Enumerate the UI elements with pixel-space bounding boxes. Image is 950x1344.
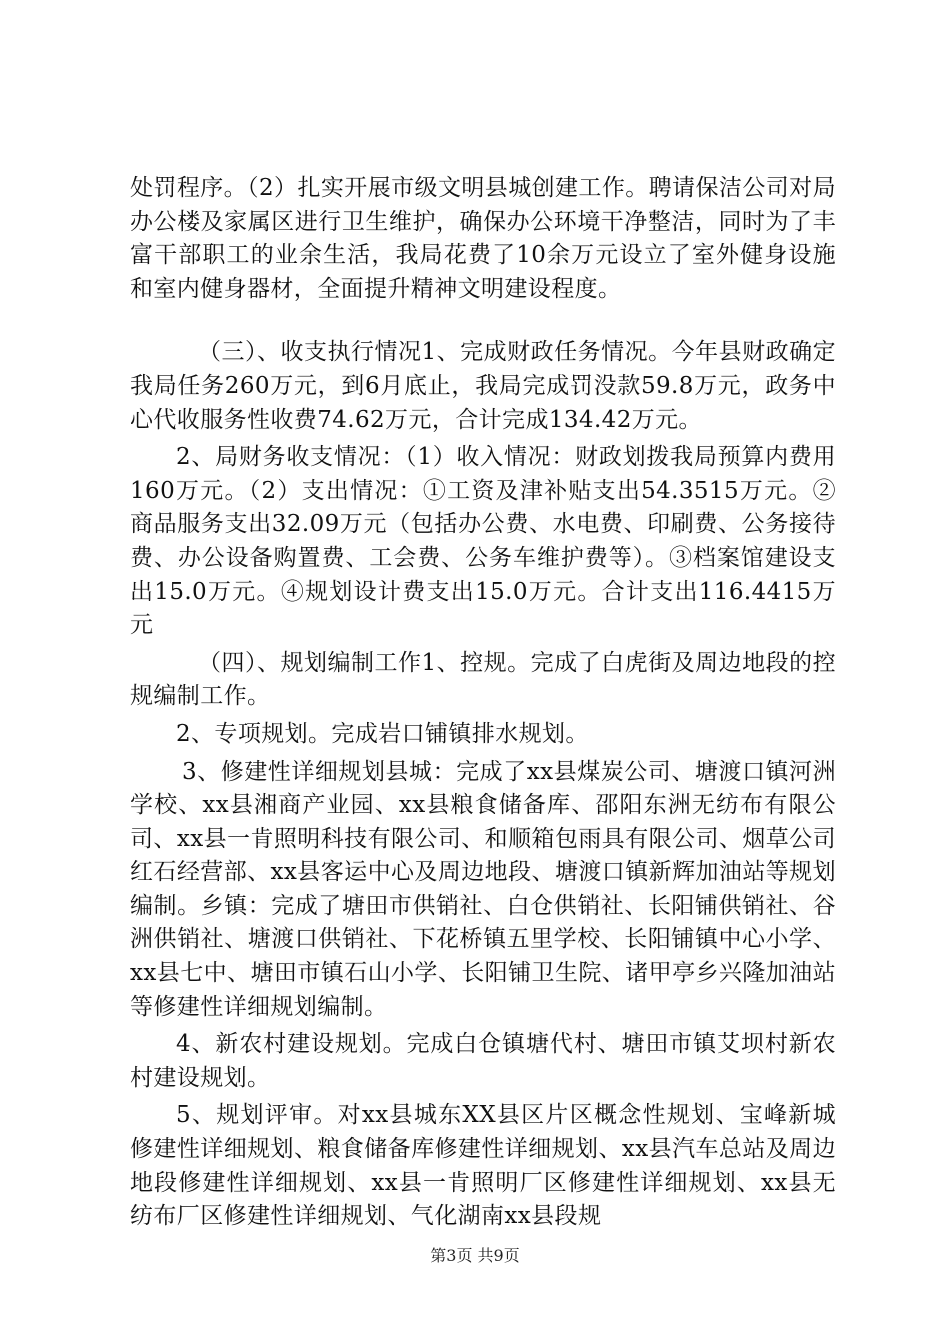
paragraph-planning-control: （四）、规划编制工作1、控规。完成了白虎街及周边地段的控规编制工作。 [130,649,836,710]
document-body [130,172,836,1234]
paragraph-revenue-execution: （三）、收支执行情况1、完成财政任务情况。今年县财政确定我局任务260万元，到6月底止，我局完成罚没款59.8万元，政务中心代收服务性收费74.62万元，合计完成134.42万元。 [130,339,836,433]
paragraph-planning-review: 5、规划评审。对xx县城东XX县区片区概念性规划、宝峰新城修建性详细规划、粮食储备库修建性详细规划、xx县汽车总站及周边地段修建性详细规划、xx县一肯照明厂区修建性详细规划、xx县无纺布厂区修建性详细规划、气化湖南xx县段规 [130,1102,836,1230]
paragraph-penalty-procedure: 处罚程序。（2）扎实开展市级文明县城创建工作。聘请保洁公司对局办公楼及家属区进行卫生维护，确保办公环境干净整洁，同时为了丰富干部职工的业余生活，我局花费了10余万元设立了室外健身设施和室内健身器材，全面提升精神文明建设程度。 [130,175,836,302]
paragraph-bureau-finance: 2、局财务收支情况：（1）收入情况：财政划拨我局预算内费用160万元。（2）支出情况：①工资及津补贴支出54.3515万元。②商品服务支出32.09万元（包括办公费、水电费、印刷费、公务接待费、办公设备购置费、工会费、公务车维护费等）。③档案馆建设支出15.0万元。④规划设计费支出15.0万元。合计支出116.4415万元 [130,444,836,639]
paragraph-special-planning: 2、专项规划。完成岩口铺镇排水规划。 [176,720,589,747]
page-number-footer: 第3页 共9页 [430,1246,520,1265]
paragraph-detailed-planning: 3、修建性详细规划县城：完成了xx县煤炭公司、塘渡口镇河洲学校、xx县湘商产业园、xx县粮食储备库、邵阳东洲无纺布有限公司、xx县一肯照明科技有限公司、和顺箱包雨具有限公司、烟草公司红石经营部、xx县客运中心及周边地段、塘渡口镇新辉加油站等规划编制。乡镇：完成了塘田市供销社、白仓供销社、长阳铺供销社、谷洲供销社、塘渡口供销社、下花桥镇五里学校、长阳铺镇中心小学、xx县七中、塘田市镇石山小学、长阳铺卫生院、诸甲亭乡兴隆加油站等修建性详细规划编制。 [130,758,836,1020]
paragraph-rural-planning: 4、新农村建设规划。完成白仓镇塘代村、塘田市镇艾坝村新农村建设规划。 [130,1031,836,1091]
